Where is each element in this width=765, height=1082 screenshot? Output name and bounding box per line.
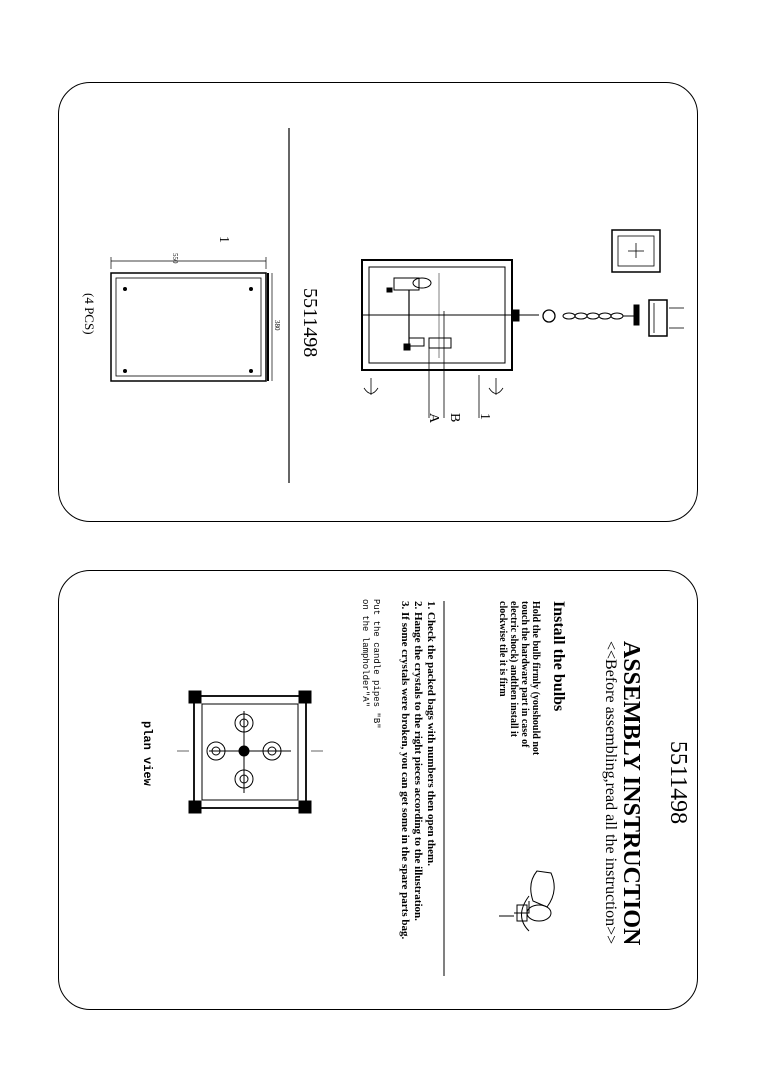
candle-note-line: on the lampholder"A" — [360, 599, 370, 708]
install-line: electric shock) andthen install it — [508, 601, 519, 738]
dimension-height-label: 380 — [273, 320, 281, 331]
model-number-top: 5511498 — [299, 288, 321, 358]
quantity-label: (4 PCS) — [82, 293, 97, 335]
top-panel-drawings — [59, 83, 699, 523]
part-number-label: 1 — [216, 236, 231, 243]
label-b: B — [447, 413, 462, 423]
install-line: touch the hardware part in case of — [519, 601, 530, 748]
label-1: 1 — [477, 413, 492, 420]
assembly-title: ASSEMBLY INSTRUCTION — [618, 641, 644, 946]
plan-view-drawing — [177, 691, 323, 813]
model-number-bottom: 5511498 — [665, 741, 691, 825]
lantern-drawing — [362, 230, 684, 418]
assembly-subtitle: <<Before assembling,read all the instruction>> — [602, 641, 619, 945]
bottom-panel — [58, 570, 698, 1010]
install-line: Hold the bulb firmly (youshould not — [530, 601, 541, 756]
assembly-steps — [398, 601, 437, 939]
candle-note-line: Put the candle pipes "B" — [371, 599, 381, 729]
install-instructions — [497, 601, 541, 755]
glass-panel-drawing — [111, 257, 272, 381]
step-item: 1. Check the packed bags with numbers then open them. — [425, 601, 437, 866]
install-heading: Install the bulbs — [550, 601, 567, 712]
step-item: 3. If some crystals were broken, you can get some in the spare parts bag. — [399, 601, 411, 940]
install-line: clockwise tile it is firm — [497, 601, 508, 697]
candle-note — [359, 599, 381, 729]
top-panel — [58, 82, 698, 522]
plan-view-label: plan view — [140, 721, 154, 786]
step-item: 2. Hange the crystals to the right pieces according to the illustration. — [412, 601, 424, 921]
dimension-width-label: 550 — [171, 253, 179, 264]
hand-bulb-illustration — [499, 871, 554, 931]
label-a: A — [426, 413, 441, 424]
